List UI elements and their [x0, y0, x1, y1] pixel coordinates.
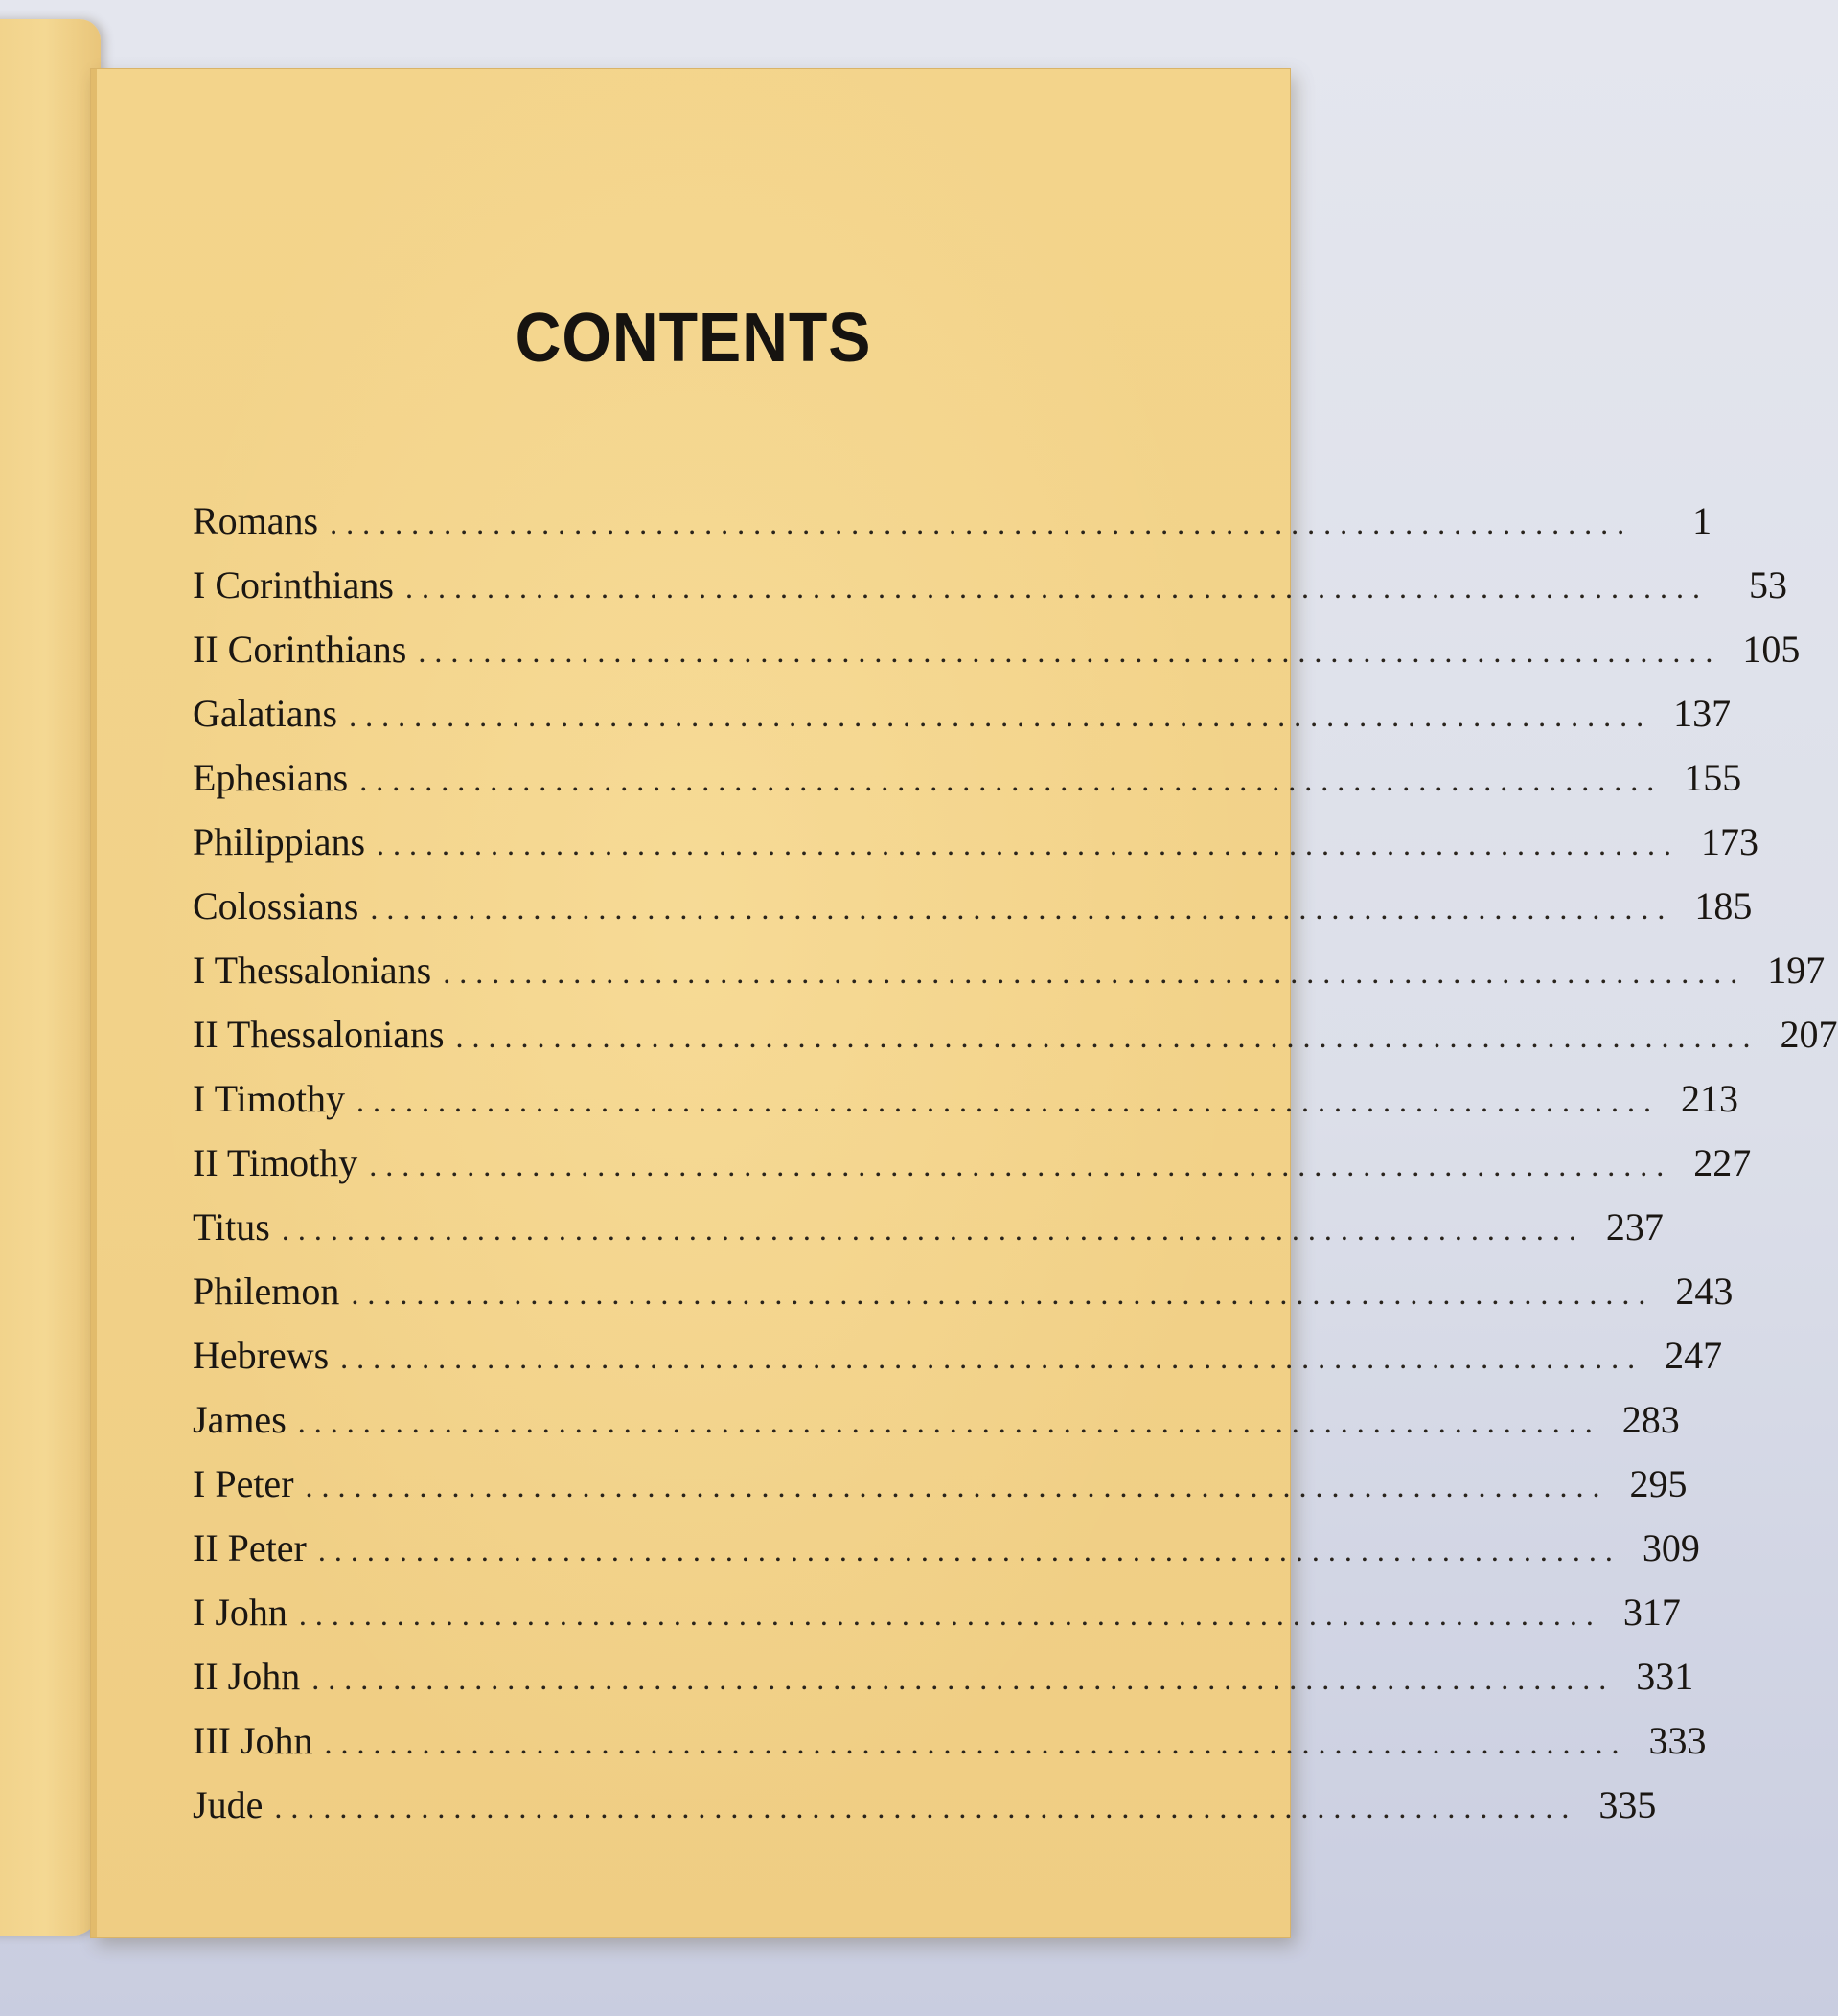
toc-entry-page-number: 155 [1684, 756, 1742, 799]
dot-leader: ................................................................................ [330, 506, 1634, 540]
toc-entry [193, 1140, 1752, 1204]
toc-entry-title: Philemon [193, 1270, 340, 1313]
dot-leader: ................................................................................ [281, 1212, 1585, 1247]
toc-entry-title: II Timothy [193, 1141, 358, 1184]
table-of-contents [193, 498, 1838, 1846]
dot-leader: ................................................................................ [297, 1405, 1601, 1439]
dot-leader: ................................................................................ [356, 1084, 1660, 1118]
toc-entry-title: I Corinthians [193, 563, 394, 607]
toc-entry-title: II Peter [193, 1526, 307, 1569]
toc-entry [193, 691, 1732, 755]
toc-entry-page-number: 317 [1622, 1591, 1681, 1634]
toc-entry [193, 1525, 1700, 1590]
toc-entry-page-number: 213 [1680, 1077, 1738, 1120]
toc-entry [193, 627, 1801, 691]
dot-leader: ................................................................................ [359, 763, 1664, 797]
dot-leader: ................................................................................ [298, 1597, 1602, 1632]
toc-entry-title: Colossians [193, 884, 359, 928]
toc-entry-title: I Thessalonians [193, 949, 432, 992]
dot-leader: ................................................................................ [324, 1726, 1628, 1760]
toc-entry-title: Ephesians [193, 756, 349, 799]
dot-leader: ................................................................................ [349, 699, 1653, 733]
dot-leader: ................................................................................ [311, 1661, 1616, 1696]
toc-entry-page-number: 227 [1693, 1141, 1752, 1184]
toc-entry [193, 1782, 1657, 1846]
dot-leader: ................................................................................ [455, 1019, 1759, 1054]
toc-entry-page-number: 283 [1621, 1398, 1680, 1441]
dot-leader: ................................................................................ [305, 1469, 1609, 1503]
toc-entry-title: II Thessalonians [193, 1013, 445, 1056]
toc-entry-page-number: 105 [1742, 628, 1801, 671]
toc-entry-page-number: 137 [1673, 692, 1732, 735]
toc-entry [193, 819, 1759, 883]
toc-entry-title: I John [193, 1591, 287, 1634]
toc-entry [193, 1654, 1694, 1718]
toc-entry-page-number: 335 [1598, 1783, 1657, 1826]
dot-leader: ................................................................................ [340, 1340, 1644, 1375]
toc-entry-title: III John [193, 1719, 313, 1762]
toc-entry-page-number: 309 [1642, 1526, 1700, 1569]
toc-entry-page-number: 53 [1748, 563, 1787, 607]
toc-entry [193, 562, 1787, 627]
toc-entry-title: I Peter [193, 1462, 294, 1505]
dot-leader: ................................................................................ [404, 570, 1709, 605]
dot-leader: ................................................................................ [370, 891, 1674, 926]
toc-entry [193, 1590, 1681, 1654]
toc-entry [193, 1718, 1707, 1782]
book-page [91, 69, 1838, 1937]
toc-entry-title: II John [193, 1655, 301, 1698]
toc-entry [193, 883, 1753, 948]
toc-entry-page-number: 295 [1629, 1462, 1688, 1505]
toc-entry-title: Hebrews [193, 1334, 330, 1377]
toc-entry-page-number: 243 [1675, 1270, 1734, 1313]
dot-leader: ................................................................................ [418, 634, 1722, 669]
toc-entry-title: Titus [193, 1205, 270, 1249]
toc-entry-title: Romans [193, 499, 319, 542]
toc-entry-title: I Timothy [193, 1077, 345, 1120]
toc-entry-title: II Corinthians [193, 628, 407, 671]
dot-leader: ................................................................................ [443, 955, 1747, 990]
toc-entry-title: James [193, 1398, 287, 1441]
page-title: CONTENTS [515, 300, 872, 377]
dot-leader: ................................................................................ [351, 1276, 1655, 1311]
toc-entry [193, 1012, 1838, 1076]
toc-entry-page-number: 197 [1767, 949, 1826, 992]
left-page-edge [0, 19, 101, 1936]
toc-entry-page-number: 333 [1648, 1719, 1707, 1762]
toc-entry [193, 1461, 1688, 1525]
toc-entry-page-number: 1 [1692, 499, 1712, 542]
toc-entry [193, 755, 1742, 819]
dot-leader: ................................................................................ [274, 1790, 1578, 1824]
toc-entry-page-number: 247 [1665, 1334, 1723, 1377]
toc-entry [193, 1397, 1680, 1461]
toc-entry [193, 498, 1712, 562]
toc-entry [193, 1333, 1723, 1397]
toc-entry-page-number: 237 [1605, 1205, 1664, 1249]
toc-entry-title: Jude [193, 1783, 264, 1826]
toc-entry-page-number: 331 [1636, 1655, 1694, 1698]
dot-leader: ................................................................................ [317, 1533, 1621, 1568]
toc-entry-title: Philippians [193, 820, 366, 863]
toc-entry [193, 1204, 1664, 1269]
toc-entry-page-number: 173 [1701, 820, 1759, 863]
toc-entry-title: Galatians [193, 692, 338, 735]
toc-entry-page-number: 185 [1694, 884, 1753, 928]
toc-entry [193, 1076, 1738, 1140]
toc-entry-page-number: 207 [1780, 1013, 1838, 1056]
toc-entry [193, 1269, 1734, 1333]
dot-leader: ................................................................................ [369, 1148, 1673, 1182]
toc-entry [193, 948, 1826, 1012]
dot-leader: ................................................................................ [377, 827, 1681, 861]
